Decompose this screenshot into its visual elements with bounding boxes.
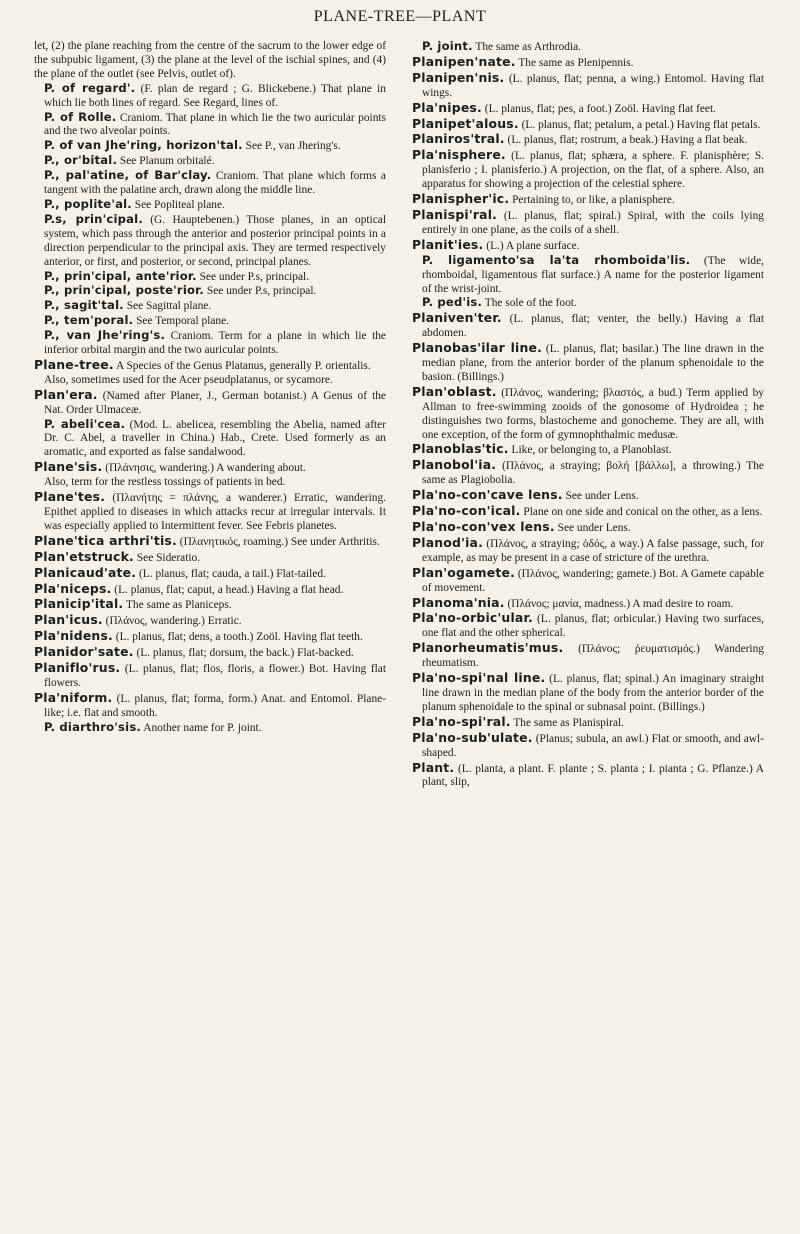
entry-headword: P. ligamento'sa la'ta rhomboida'lis. — [422, 252, 691, 267]
entry-definition: (Named after Planer, J., German botanist.) A Genus of the Nat. Order Ulmaceæ. — [44, 389, 386, 416]
entry-definition: The same as Plenipennis. — [515, 56, 634, 69]
dictionary-entry — [412, 536, 764, 566]
entry-headword: Pla'nidens. — [34, 628, 113, 644]
entry-definition: (L. planus, flat; spinal.) An imaginary straight line drawn in the median plane of the body from the anterior border of the planum sphenoidale to the spinal or subnasal point. (Billings.) — [422, 673, 764, 713]
entry-definition: (L. planus, flat; petalum, a petal.) Having flat petals. — [518, 118, 761, 131]
entry-definition: The sole of the foot. — [482, 297, 577, 310]
entry-definition: (The wide, rhomboidal, ligamentous flat surface.) A name for the posterior ligament of the wrist-joint. — [422, 254, 764, 295]
entry-definition: (Πλανητικός, roaming.) See under Arthritis. — [176, 535, 380, 548]
entry-headword: Plan'ogamete. — [412, 564, 515, 580]
entry-definition: (L. planus, flat; dorsum, the back.) Flat-backed. — [133, 647, 354, 660]
dictionary-entry — [34, 329, 386, 358]
left-column — [34, 40, 386, 736]
dictionary-entry — [34, 111, 386, 140]
entry-headword: P. ped'is. — [422, 295, 483, 310]
dictionary-entry — [412, 254, 764, 297]
entry-definition: See P., van Jhering's. — [242, 140, 341, 153]
entry-definition: Also, term for the restless tossings of patients in bed. — [44, 476, 286, 489]
entry-headword: Planicaud'ate. — [34, 564, 137, 580]
dictionary-entry — [412, 596, 764, 612]
entry-headword: Plane'tes. — [34, 489, 106, 505]
entry-headword: P.s, prin'cipal. — [44, 211, 143, 226]
entry-definition: Like, or belonging to, a Planoblast. — [508, 444, 672, 457]
entry-headword: P., tem'poral. — [44, 313, 134, 328]
entry-definition: (G. Hauptebenen.) Those planes, in an optical system, which pass through the anterior and posterior principal points in a direction perpendicular to the principal axis. They are termed respectively anterior, or first, and posterior, or second, principal planes. — [44, 213, 386, 268]
entry-definition: Craniom. That plane in which lie the two auricular points and the two alveolar points. — [44, 111, 386, 138]
dictionary-entry — [34, 490, 386, 534]
entry-headword: P., van Jhe'ring's. — [44, 328, 166, 343]
dictionary-entry — [34, 629, 386, 645]
dictionary-entry — [412, 311, 764, 341]
entry-headword: Planiflo'rus. — [34, 660, 121, 676]
entry-definition: See under Lens. — [554, 522, 631, 534]
entry-definition: (L. planus, flat; pes, a foot.) Zoöl. Having flat feet. — [481, 102, 716, 115]
dictionary-entry — [412, 238, 764, 254]
entry-definition: (L. planus, flat; cauda, a tail.) Flat-tailed. — [136, 567, 326, 580]
dictionary-entry — [412, 488, 764, 504]
entry-headword: P., or'bital. — [44, 153, 118, 168]
entry-definition: Plane on one side and conical on the other, as a lens. — [520, 506, 763, 519]
dictionary-entry — [412, 385, 764, 443]
entry-definition: See under P.s, principal. — [204, 285, 317, 298]
dictionary-entry — [34, 566, 386, 582]
entry-definition: Also, sometimes used for the Acer pseudplatanus, or sycamore. — [44, 373, 333, 386]
entry-definition: See Temporal plane. — [133, 315, 230, 328]
entry-headword: Planobas'ilar line. — [412, 340, 542, 356]
entry-definition: (L. planus, flat; flos, floris, a flower.) Bot. Having flat flowers. — [44, 663, 386, 689]
entry-headword: P. of van Jhe'ring, horizon'tal. — [44, 138, 243, 153]
entry-headword: Plane'tica arthri'tis. — [34, 532, 177, 548]
entry-headword: P. abeli'cea. — [44, 416, 126, 431]
entry-headword: Planicip'ital. — [34, 596, 124, 612]
dictionary-entry — [34, 476, 386, 490]
dictionary-entry — [34, 534, 386, 550]
entry-definition: See Sideratio. — [133, 551, 201, 564]
entry-headword: P. joint. — [422, 39, 473, 53]
entry-definition: (Πλάνος, a straying; βολή [βάλλω], a throwing.) The same as Plagiobolia. — [422, 460, 764, 487]
entry-definition: The same as Planispiral. — [510, 716, 625, 729]
dictionary-entry — [412, 611, 764, 641]
dictionary-entry — [412, 208, 764, 238]
entry-headword: Planiven'ter. — [412, 310, 502, 326]
entry-definition: A Species of the Genus Platanus, generally P. orientalis. — [113, 359, 371, 372]
entry-definition: (Πλάνος, a straying; ὁδός, a way.) A false passage, such, for example, as may be present in a case of stricture of the urethra. — [422, 537, 764, 564]
entry-headword: Pla'niceps. — [34, 580, 112, 596]
dictionary-entry — [412, 458, 764, 488]
dictionary-entry — [412, 715, 764, 731]
entry-definition: (L. planus, flat; sphæra, a sphere. F. planisphère; S. planisferio ; I. planisferio.) A projection, on the flat, of a sphere. Also, an apparatus for showing a projection of the celestial sphere. — [422, 150, 764, 191]
dictionary-entry — [412, 55, 764, 71]
dictionary-entry — [412, 761, 764, 791]
dictionary-entry — [412, 148, 764, 192]
dictionary-entry — [34, 198, 386, 213]
entry-definition: (L. planus, flat; venter, the belly.) Having a flat abdomen. — [422, 313, 764, 340]
dictionary-entry — [412, 341, 764, 385]
entry-headword: Pla'nisphere. — [412, 147, 506, 163]
dictionary-entry — [34, 550, 386, 566]
entry-definition: (Πλάνος, wandering; βλαστός, a bud.) Term applied by Allman to free-swimming zooids of the gonosome of Hydroidea ; he distinguishes two forms, blastocheme and gonocheme. They are all, with one exception, of the form of gymnophthalmic medusæ. — [422, 386, 764, 441]
dictionary-entry — [34, 388, 386, 418]
entry-headword: Planiros'tral. — [412, 131, 505, 147]
dictionary-entry — [412, 192, 764, 208]
entry-headword: Pla'no-con'ical. — [412, 503, 521, 519]
entry-definition: See Planum orbitalé. — [117, 155, 215, 168]
entry-definition: (Mod. L. abelicea, resembling the Abelia, named after Dr. C. Abel, a traveller in China.) Hab., Crete. Used formerly as an aromatic, and exported as false sandalwood. — [44, 418, 386, 459]
entry-headword: P. diarthro'sis. — [44, 719, 142, 734]
dictionary-entry — [34, 154, 386, 169]
entry-definition: See under Lens. — [562, 490, 639, 503]
entry-headword: Planit'ies. — [412, 236, 484, 252]
entry-definition: (L.) A plane surface. — [483, 239, 580, 252]
entry-definition: See Sagittal plane. — [123, 300, 212, 313]
dictionary-entry — [34, 40, 386, 82]
dictionary-entry — [34, 169, 386, 198]
dictionary-entry — [412, 641, 764, 671]
entry-definition: (L. planus, flat; orbicular.) Having two surfaces, one flat and the other spherical. — [422, 613, 764, 640]
entry-definition: (Πλάνος, wandering.) Erratic. — [102, 615, 242, 628]
entry-definition: (F. plan de regard ; G. Blickebene.) That plane in which lie both lines of regard. See Regard, lines of. — [44, 82, 386, 109]
entry-headword: Planorheumatis'mus. — [412, 640, 564, 656]
entry-definition: (Πλάνος; μανία, madness.) A mad desire to roam. — [504, 597, 734, 610]
entry-headword: Planod'ia. — [412, 534, 484, 550]
entry-definition: The same as Arthrodia. — [472, 41, 582, 53]
entry-headword: Plane-tree. — [34, 356, 114, 372]
entry-definition: let, (2) the plane reaching from the centre of the sacrum to the lower edge of the subpubic ligament, (3) the plane at the level of the ischial spines, and (4) the plane of the outlet (see Pelvis, outlet of). — [34, 40, 386, 80]
entry-headword: Pla'no-orbic'ular. — [412, 610, 533, 626]
dictionary-entry — [412, 520, 764, 536]
entry-definition: (L. planus, flat; spiral.) Spiral, with the coils lying entirely in one plane, as the coils of a shell. — [422, 209, 764, 236]
entry-definition: (Πλάνος, wandering; gamete.) Bot. A Gamete capable of movement. — [422, 567, 764, 594]
dictionary-entry — [34, 299, 386, 314]
entry-headword: Plan'etstruck. — [34, 548, 134, 564]
entry-definition: Pertaining to, or like, a planisphere. — [509, 194, 675, 207]
entry-definition: (Πλάνος; ῥευματισμός.) Wandering rheumatism. — [422, 643, 764, 670]
dictionary-entry — [412, 132, 764, 148]
entry-headword: P. of Rolle. — [44, 109, 117, 124]
entry-headword: P., prin'cipal, ante'rior. — [44, 268, 197, 283]
dictionary-entry — [34, 82, 386, 111]
entry-headword: Plan'icus. — [34, 612, 103, 628]
entry-definition: (L. planta, a plant. F. plante ; S. planta ; I. pianta ; G. Pflanze.) A plant, slip, — [422, 762, 764, 789]
dictionary-entry — [412, 101, 764, 117]
entry-headword: Plan'era. — [34, 386, 98, 402]
entry-definition: Craniom. That plane which forms a tangent with the palatine arch, drawn along the middle line. — [44, 170, 386, 197]
entry-definition: (L. planus, flat; dens, a tooth.) Zoöl. Having flat teeth. — [112, 631, 363, 644]
entry-headword: Pla'no-spi'nal line. — [412, 670, 546, 686]
right-column — [412, 40, 764, 790]
dictionary-entry — [34, 418, 386, 461]
entry-headword: Planipen'nate. — [412, 53, 516, 69]
entry-headword: Plant. — [412, 759, 455, 775]
entry-definition: (L. planus, flat; caput, a head.) Having a flat head. — [111, 583, 344, 596]
dictionary-entry — [34, 645, 386, 661]
dictionary-entry — [34, 597, 386, 613]
entry-headword: P., poplite'al. — [44, 196, 132, 211]
entry-headword: P., sagit'tal. — [44, 298, 124, 313]
dictionary-entry — [34, 374, 386, 388]
entry-headword: Pla'niform. — [34, 689, 113, 705]
entry-headword: Pla'no-con'cave lens. — [412, 487, 563, 503]
dictionary-entry — [34, 213, 386, 270]
entry-headword: Pla'nipes. — [412, 99, 482, 115]
dictionary-entry — [34, 460, 386, 476]
entry-headword: P. of regard'. — [44, 80, 136, 95]
dictionary-entry — [34, 284, 386, 299]
dictionary-entry — [412, 296, 764, 311]
dictionary-entry — [34, 613, 386, 629]
entry-headword: Pla'no-con'vex lens. — [412, 519, 555, 534]
entry-headword: Plane'sis. — [34, 459, 103, 475]
dictionary-entry — [412, 117, 764, 133]
entry-headword: Planidor'sate. — [34, 644, 134, 660]
entry-definition: (L. planus, flat; rostrum, a beak.) Having a flat beak. — [504, 134, 748, 147]
entry-headword: Planipen'nis. — [412, 69, 505, 85]
dictionary-entry — [34, 358, 386, 374]
dictionary-entry — [34, 691, 386, 721]
dictionary-entry — [34, 314, 386, 329]
entry-headword: Planoblas'tic. — [412, 441, 509, 457]
dictionary-entry — [412, 504, 764, 520]
entry-headword: Planipet'alous. — [412, 115, 519, 131]
entry-headword: Pla'no-spi'ral. — [412, 713, 511, 729]
entry-definition: See under P.s, principal. — [196, 270, 310, 283]
dictionary-entry — [34, 661, 386, 691]
entry-definition: See Popliteal plane. — [131, 198, 225, 211]
entry-definition: (L. planus, flat; forma, form.) Anat. and Entomol. Plane-like; i.e. flat and smooth. — [44, 692, 386, 719]
entry-definition: The same as Planiceps. — [123, 599, 232, 612]
entry-definition: (Πλανήτης = πλάνης, a wanderer.) Erratic, wandering. Epithet applied to diseases in which attacks recur at irregular intervals. It was especially applied to Intermittent fever. See Febris planetes. — [44, 492, 386, 532]
entry-headword: Pla'no-sub'ulate. — [412, 729, 533, 745]
entry-headword: Planispher'ic. — [412, 191, 510, 207]
entry-definition: (L. planus, flat; penna, a wing.) Entomol. Having flat wings. — [422, 72, 764, 99]
dictionary-entry — [34, 270, 386, 285]
dictionary-entry — [412, 566, 764, 596]
entry-headword: Planispi'ral. — [412, 206, 498, 222]
dictionary-entry — [412, 40, 764, 55]
entry-definition: Craniom. Term for a plane in which lie the inferior orbital margin and the two auricular points. — [44, 330, 386, 357]
entry-headword: Planobol'ia. — [412, 457, 497, 473]
entry-definition: Another name for P. joint. — [141, 721, 262, 734]
entry-definition: (L. planus, flat; basilar.) The line drawn in the median plane, from the anterior border of the planum sphenoidale to the basion. (Billings.) — [422, 343, 764, 383]
dictionary-entry — [412, 442, 764, 458]
dictionary-entry — [34, 721, 386, 736]
dictionary-entry — [412, 71, 764, 101]
entry-headword: Planoma'nia. — [412, 594, 505, 610]
dictionary-entry — [412, 671, 764, 715]
dictionary-entry — [412, 731, 764, 761]
page-header: PLANE-TREE—PLANT — [313, 8, 487, 25]
entry-headword: P., prin'cipal, poste'rior. — [44, 283, 205, 298]
dictionary-entry — [34, 582, 386, 598]
entry-definition: (Planus; subula, an awl.) Flat or smooth, and awl-shaped. — [422, 732, 764, 759]
entry-headword: Plan'oblast. — [412, 383, 497, 399]
entry-definition: (Πλάνησις, wandering.) A wandering about. — [102, 462, 306, 475]
dictionary-entry — [34, 139, 386, 154]
entry-headword: P., pal'atine, of Bar'clay. — [44, 168, 212, 183]
